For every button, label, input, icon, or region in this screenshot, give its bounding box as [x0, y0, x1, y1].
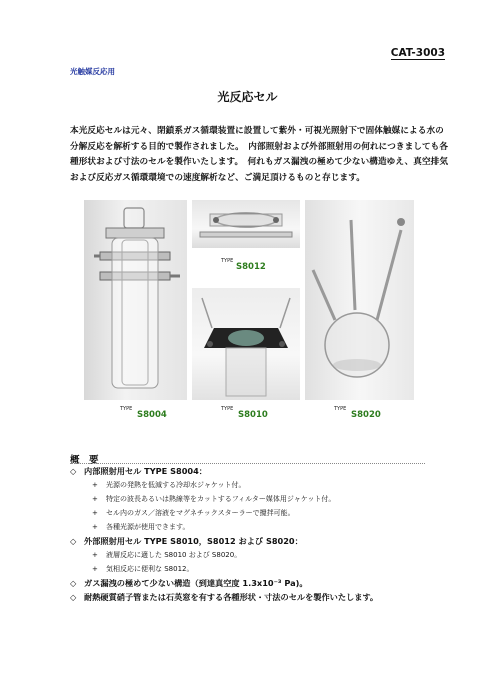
plus-bullet-icon: + — [92, 551, 98, 559]
type-code-s8020: S8020 — [351, 410, 381, 420]
plus-bullet-icon: + — [92, 495, 98, 503]
plus-bullet-icon: + — [92, 523, 98, 531]
diamond-bullet-icon: ◇ — [70, 466, 77, 476]
list-item: + セル内のガス／溶液をマグネチックスターラーで攪拌可能。 — [92, 509, 295, 517]
plus-bullet-icon: + — [92, 509, 98, 517]
diamond-bullet-icon: ◇ — [70, 536, 77, 546]
intro-paragraph: 本光反応セルは元々、閉鎖系ガス循環装置に設置して紫外・可視光照射下で固体触媒による水の分解反応を解析する目的で製作されました。 内部照射および外部照射用の何れにつきましても各種形状および寸法のセルを製作いたします。 何れもガス漏洩の極めて少ない構造ゆえ、真空排気および反応ガス循環環境での速度解析など、ご満足頂けるものと存じます。 — [70, 126, 449, 183]
photo-s8012 — [192, 200, 300, 248]
photo-s8020 — [305, 200, 414, 400]
photo-s8010 — [192, 288, 300, 400]
note-materials: ◇ 耐熱硬質硝子管または石英窓を有する各種形状・寸法のセルを製作いたします。 — [70, 592, 379, 602]
type-code-s8010: S8010 — [238, 410, 268, 420]
list-item: + 各種光源が使用できます。 — [92, 523, 190, 531]
type-prefix: TYPE — [334, 406, 347, 412]
overview-divider — [70, 463, 425, 464]
product-photos — [84, 200, 414, 420]
plus-bullet-icon: + — [92, 565, 98, 573]
plus-bullet-icon: + — [92, 481, 98, 489]
type-prefix: TYPE — [221, 258, 234, 264]
type-code-s8004: S8004 — [137, 410, 167, 420]
list-item: + 気相反応に便利な S8012。 — [92, 565, 194, 573]
page-title: 光反応セル — [217, 90, 278, 104]
list-item: + 特定の波長あるいは熱線等をカットするフィルター媒体用ジャケット付。 — [92, 495, 336, 503]
photo-s8004 — [84, 200, 187, 400]
overview-heading: 概 要 — [70, 455, 99, 466]
catalog-number: CAT-3003 — [390, 47, 445, 59]
diamond-bullet-icon: ◇ — [70, 578, 77, 588]
list-item: + 液層反応に適した S8010 および S8020。 — [92, 551, 242, 559]
diamond-bullet-icon: ◇ — [70, 592, 77, 602]
note-vacuum: ◇ ガス漏洩の極めて少ない構造（到達真空度 1.3x10⁻³ Pa)。 — [70, 578, 308, 588]
internal-cell-title: ◇ 内部照射用セル TYPE S8004： — [70, 466, 207, 476]
type-code-s8012: S8012 — [236, 262, 266, 272]
list-item: + 光源の発熱を低減する冷却水ジャケット付。 — [92, 481, 246, 489]
type-prefix: TYPE — [221, 406, 234, 412]
category-label: 光触媒反応用 — [70, 67, 115, 76]
type-prefix: TYPE — [120, 406, 133, 412]
external-cell-title: ◇ 外部照射用セル TYPE S8010，S8012 および S8020： — [70, 536, 303, 546]
